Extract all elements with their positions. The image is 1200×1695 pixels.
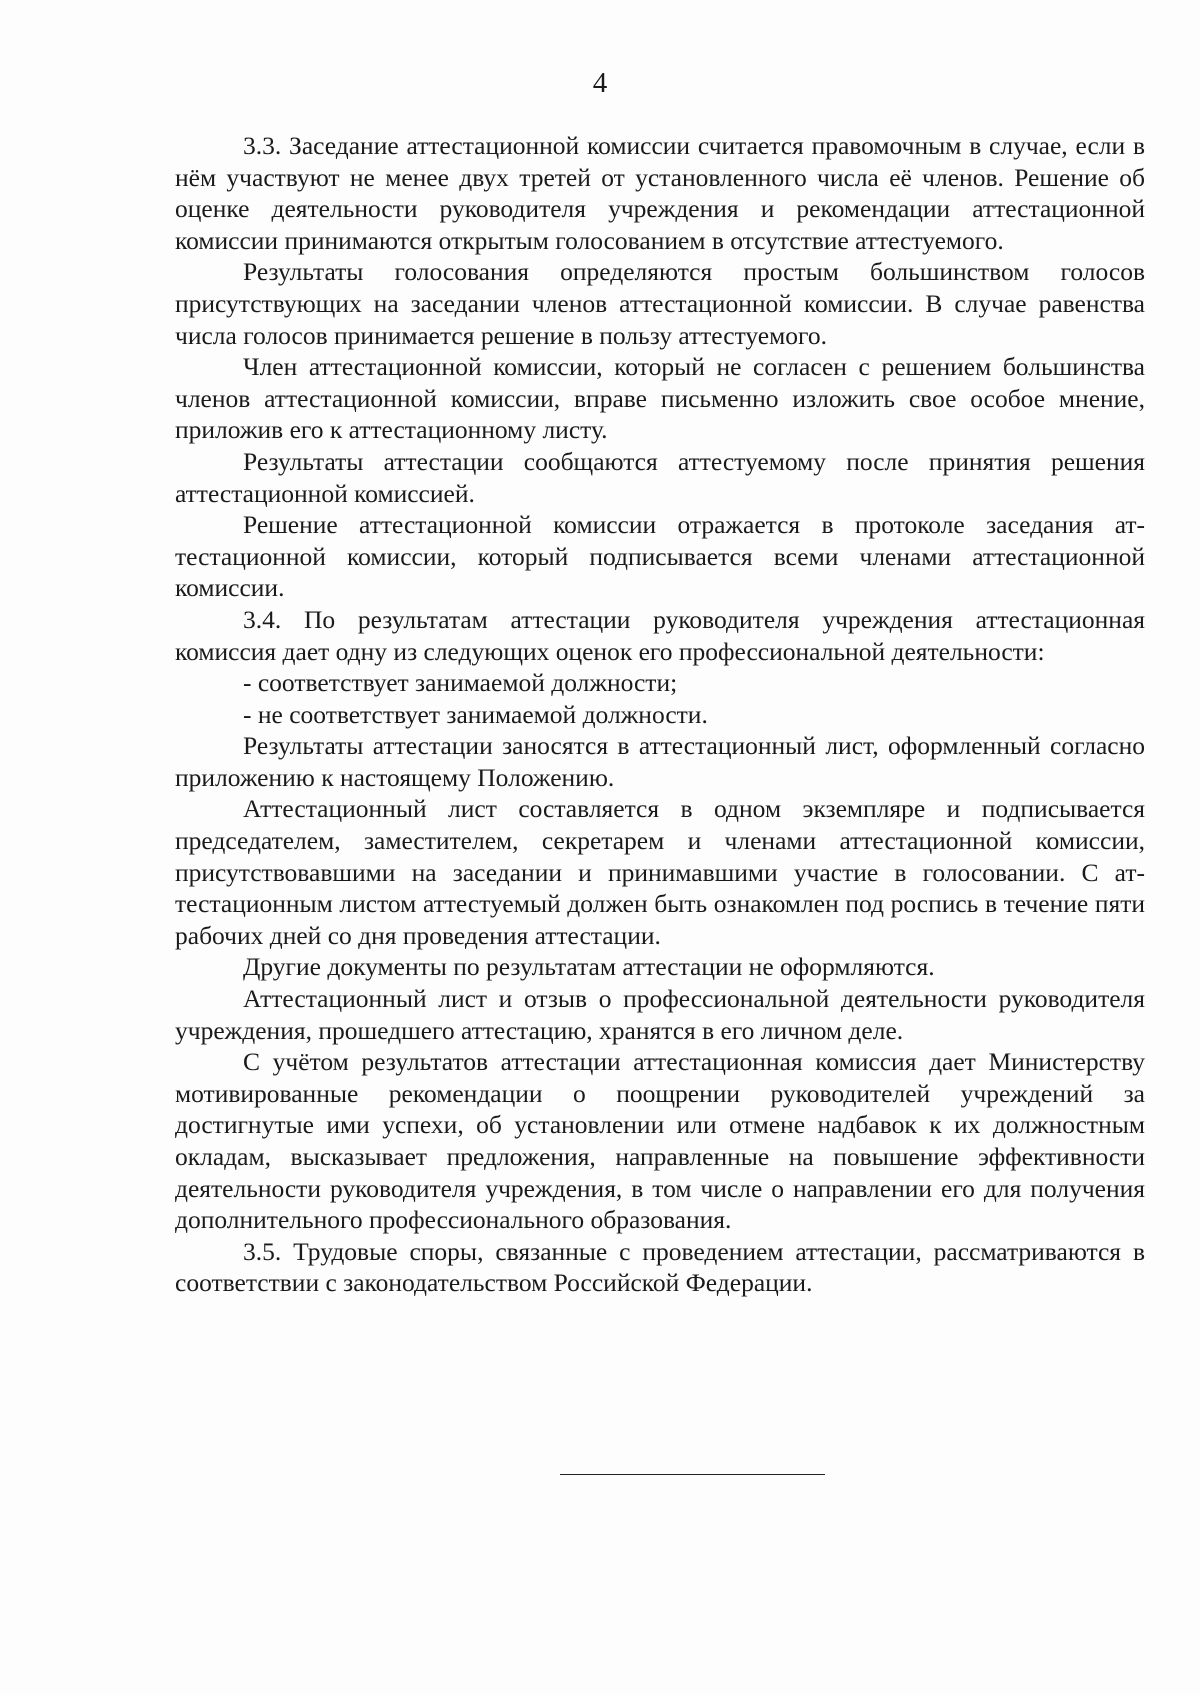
paragraph-other-documents: Другие документы по результатам аттестации не оформляются. [243, 952, 935, 982]
paragraph-personal-file: Аттестационный лист и отзыв о профессиональной деятельности руководителя учреждения, прошедшего аттестацию, хранятся в его личном деле. [175, 984, 1145, 1045]
list-item-non-compliant: - не соответствует занимаемой должности. [243, 699, 708, 729]
paragraph-attestation-sheet: Результаты аттестации заносятся в аттестационный лист, оформленный согласно приложению к настоящему Положению. [175, 731, 1145, 792]
paragraph-protocol: Решение аттестационной комиссии отражается в протоколе заседания аттестационной комиссии, который подписывается всеми членами аттестационной комиссии. [175, 510, 1145, 603]
paragraph-voting-results: Результаты голосования определяются простым большинством голосов присутствующих на заседании членов аттестационной комиссии. В случае равенства числа голосов принимается решение в пользу аттестуемого. [175, 257, 1145, 350]
paragraph-results-notification: Результаты аттестации сообщаются аттестуемому после принятия решения аттестационной комиссией. [175, 446, 1145, 508]
document-body [175, 130, 1145, 1299]
paragraph-dissenting-opinion: Член аттестационной комиссии, который не согласен с решением большинства членов аттестационной комиссии, вправе письменно изложить свое особое мнение, приложив его к аттестационному листу. [175, 352, 1145, 445]
paragraph-sheet-signing: Аттестационный лист составляется в одном экземпляре и подписывается председателем, заместителем, секретарем и членами аттестационной комиссии, присутствовавшими на заседании и принимавшими участие в голосовании. С аттестационным листом аттестуемый должен быть ознакомлен под роспись в течение пяти рабочих дней со дня проведения аттестации. [175, 794, 1145, 950]
list-item-compliant: - соответствует занимаемой должности; [243, 668, 678, 698]
paragraph-3-4: 3.4. По результатам аттестации руководителя учреждения аттестационная комиссия дает одну из следующих оценок его профессиональной деятельности: [175, 604, 1145, 666]
page-number: 4 [592, 67, 608, 99]
paragraph-recommendations: С учётом результатов аттестации аттестационная комиссия дает Министерству мотивированные рекомендации о поощрении руководителей учреждений за достигнутые ими успехи, об установлении или отмене надбавок к их должностным окладам, высказывает предложения, направленные на повышение эффективности деятельности руководителя учреждения, в том числе о направлении его для получения дополнительного профессионального образования. [175, 1047, 1145, 1235]
paragraph-3-3: 3.3. Заседание аттестационной комиссии считается правомочным в случае, если в нём участвуют не менее двух третей от установленного числа её членов. Решение об оценке деятельности руководителя учреждения и рекомендации аттестационной комиссии принимаются открытым голосованием в отсутствие аттестуемого. [175, 131, 1145, 255]
paragraph-3-5: 3.5. Трудовые споры, связанные с проведением аттестации, рассматриваются в соответствии с законодательством Российской Федерации. [175, 1236, 1145, 1298]
end-separator-line [560, 1474, 825, 1475]
